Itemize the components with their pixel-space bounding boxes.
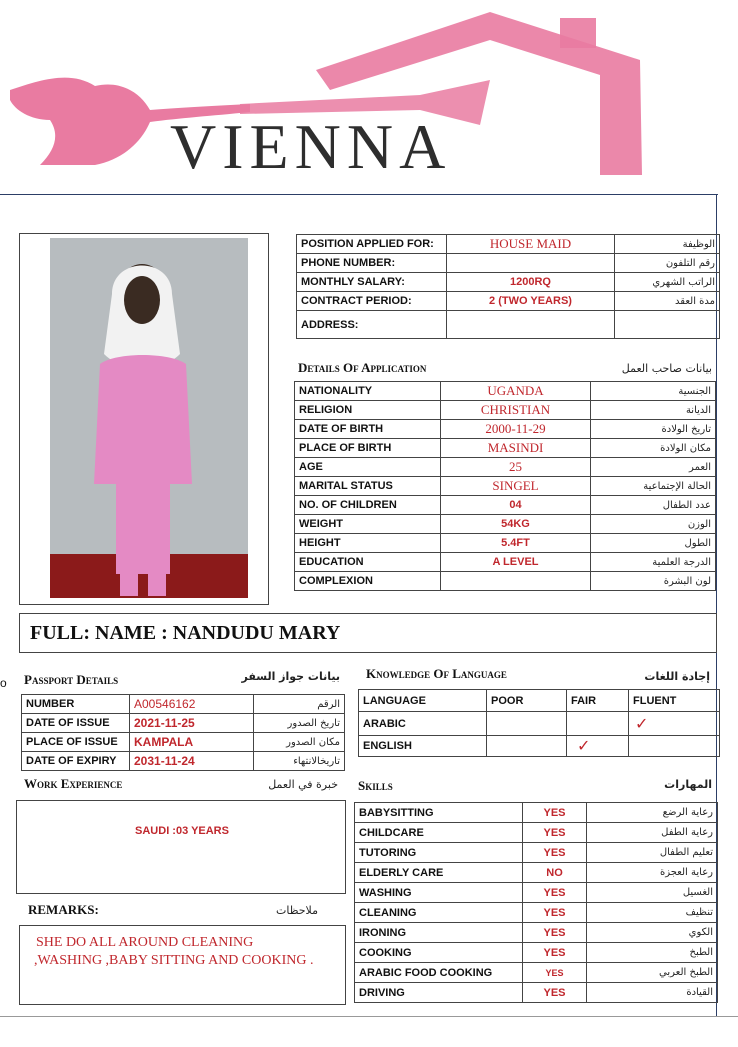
marital-value: SINGEL	[441, 477, 591, 496]
table-row	[295, 439, 716, 458]
passport-number-label: NUMBER	[22, 695, 130, 714]
skill-ironing: IRONING	[355, 923, 523, 943]
position-label: POSITION APPLIED FOR:	[297, 235, 447, 254]
nationality-arabic: الجنسية	[591, 382, 716, 401]
complexion-value	[441, 572, 591, 591]
table-row	[22, 714, 345, 733]
remarks-line-2: ,WASHING ,BABY SITTING AND COOKING .	[34, 953, 314, 968]
table-row	[359, 712, 720, 736]
arabic-fair-cell	[567, 712, 629, 736]
table-row	[355, 983, 718, 1003]
children-arabic: عدد الطفال	[591, 496, 716, 515]
skill-babysitting-value: YES	[523, 803, 587, 823]
phone-value	[447, 254, 615, 273]
dob-label: DATE OF BIRTH	[295, 420, 441, 439]
nationality-label: NATIONALITY	[295, 382, 441, 401]
remarks-line-1: SHE DO ALL AROUND CLEANING	[36, 935, 254, 950]
skill-washing-value: YES	[523, 883, 587, 903]
candidate-photo	[20, 234, 268, 604]
skill-childcare: CHILDCARE	[355, 823, 523, 843]
passport-title: Passport Details	[24, 672, 119, 687]
skill-ironing-arabic: الكوي	[587, 923, 718, 943]
table-row	[295, 401, 716, 420]
arabic-poor-cell	[487, 712, 567, 736]
table-row	[22, 733, 345, 752]
work-title-arabic: خبرة في العمل	[268, 778, 338, 791]
skill-babysitting-arabic: رعاية الرضع	[587, 803, 718, 823]
expiry-arabic: تاريخالانتهاء	[254, 752, 345, 771]
work-text: SAUDI :03 YEARS	[135, 825, 229, 837]
issue-place-arabic: مكان الصدور	[254, 733, 345, 752]
language-title: Knowledge Of Language	[366, 666, 507, 681]
fluent-header: FLUENT	[629, 690, 720, 712]
contract-label: CONTRACT PERIOD:	[297, 292, 447, 311]
language-title-arabic: إجادة اللغات	[644, 670, 710, 683]
remarks-box	[19, 925, 346, 1005]
table-row	[297, 235, 720, 254]
weight-value: 54KG	[441, 515, 591, 534]
weight-label: WEIGHT	[295, 515, 441, 534]
skills-title-arabic: المهارات	[664, 778, 712, 791]
age-arabic: العمر	[591, 458, 716, 477]
height-label: HEIGHT	[295, 534, 441, 553]
house-broom-logo-graphic	[0, 0, 738, 195]
skill-childcare-arabic: رعاية الطفل	[587, 823, 718, 843]
table-row	[295, 553, 716, 572]
english-language: ENGLISH	[359, 736, 487, 757]
table-row	[295, 515, 716, 534]
contract-arabic: مدة العقد	[615, 292, 720, 311]
phone-label: PHONE NUMBER:	[297, 254, 447, 273]
skills-title: Skills	[358, 778, 393, 793]
remarks-title: REMARKS:	[28, 902, 99, 917]
skill-arabic-food-value: YES	[523, 963, 587, 983]
skill-tutoring: TUTORING	[355, 843, 523, 863]
table-row	[295, 496, 716, 515]
skill-ironing-value: YES	[523, 923, 587, 943]
skill-elderly-care-value: NO	[523, 863, 587, 883]
english-poor-cell	[487, 736, 567, 757]
skill-tutoring-arabic: تعليم الطفال	[587, 843, 718, 863]
details-table	[294, 381, 716, 591]
passport-table	[21, 694, 345, 771]
salary-arabic: الراتب الشهري	[615, 273, 720, 292]
table-row	[295, 572, 716, 591]
skill-driving-value: YES	[523, 983, 587, 1003]
complexion-label: COMPLEXION	[295, 572, 441, 591]
table-row	[355, 843, 718, 863]
salary-label: MONTHLY SALARY:	[297, 273, 447, 292]
fair-header: FAIR	[567, 690, 629, 712]
phone-arabic: رقم التلفون	[615, 254, 720, 273]
marital-label: MARITAL STATUS	[295, 477, 441, 496]
skill-babysitting: BABYSITTING	[355, 803, 523, 823]
issue-place-value: KAMPALA	[130, 733, 254, 752]
application-table	[296, 234, 720, 339]
pob-value: MASINDI	[441, 439, 591, 458]
salary-value: 1200RQ	[447, 273, 615, 292]
skill-driving: DRIVING	[355, 983, 523, 1003]
table-row	[297, 254, 720, 273]
remarks-title-arabic: ملاحظات	[276, 904, 318, 917]
children-value: 04	[441, 496, 591, 515]
vienna-logo	[0, 0, 738, 195]
pob-label: PLACE OF BIRTH	[295, 439, 441, 458]
table-row	[295, 420, 716, 439]
table-row	[22, 695, 345, 714]
table-row	[355, 963, 718, 983]
skill-cleaning: CLEANING	[355, 903, 523, 923]
skill-cleaning-value: YES	[523, 903, 587, 923]
table-row	[297, 292, 720, 311]
children-label: NO. OF CHILDREN	[295, 496, 441, 515]
skill-childcare-value: YES	[523, 823, 587, 843]
table-row	[359, 690, 720, 712]
poor-header: POOR	[487, 690, 567, 712]
dob-value: 2000-11-29	[441, 420, 591, 439]
table-row	[295, 382, 716, 401]
margin-letter: o	[0, 676, 7, 690]
table-row	[295, 534, 716, 553]
skill-arabic-food-arabic: الطبخ العربي	[587, 963, 718, 983]
skill-cooking: COOKING	[355, 943, 523, 963]
age-value: 25	[441, 458, 591, 477]
full-name-box	[19, 613, 717, 653]
table-row	[355, 923, 718, 943]
skill-tutoring-value: YES	[523, 843, 587, 863]
table-row	[22, 752, 345, 771]
english-fluent-cell	[629, 736, 720, 757]
height-value: 5.4FT	[441, 534, 591, 553]
issue-date-arabic: تاريخ الصدور	[254, 714, 345, 733]
religion-value: CHRISTIAN	[441, 401, 591, 420]
logo-brand-text: VIENNA	[170, 111, 452, 182]
skill-cleaning-arabic: تنظيف	[587, 903, 718, 923]
education-label: EDUCATION	[295, 553, 441, 572]
skill-elderly-care-arabic: رعاية العجزة	[587, 863, 718, 883]
skill-elderly-care: ELDERLY CARE	[355, 863, 523, 883]
table-row	[297, 311, 720, 339]
skill-washing-arabic: الغسيل	[587, 883, 718, 903]
table-row	[355, 803, 718, 823]
language-header: LANGUAGE	[359, 690, 487, 712]
passport-number-arabic: الرقم	[254, 695, 345, 714]
passport-title-arabic: بيانات جواز السفر	[241, 670, 340, 683]
skill-washing: WASHING	[355, 883, 523, 903]
page-border-bottom	[0, 1016, 738, 1017]
arabic-language: ARABIC	[359, 712, 487, 736]
weight-arabic: الوزن	[591, 515, 716, 534]
table-row	[295, 458, 716, 477]
work-box	[16, 800, 346, 894]
arabic-fluent-check: ✓	[629, 712, 720, 736]
religion-label: RELIGION	[295, 401, 441, 420]
address-label: ADDRESS:	[297, 311, 447, 339]
page-border-top	[0, 194, 718, 195]
table-row	[355, 823, 718, 843]
table-row	[359, 736, 720, 757]
education-value: A LEVEL	[441, 553, 591, 572]
photo-frame	[19, 233, 269, 605]
skill-driving-arabic: القيادة	[587, 983, 718, 1003]
passport-number-value: A00546162	[130, 695, 254, 714]
religion-arabic: الديانة	[591, 401, 716, 420]
details-title-arabic: بيانات صاحب العمل	[621, 362, 712, 375]
expiry-value: 2031-11-24	[130, 752, 254, 771]
skill-arabic-food: ARABIC FOOD COOKING	[355, 963, 523, 983]
table-row	[297, 273, 720, 292]
english-fair-check: ✓	[567, 736, 629, 757]
address-arabic	[615, 311, 720, 339]
expiry-label: DATE OF EXPIRY	[22, 752, 130, 771]
language-table	[358, 689, 720, 757]
details-title: Details Of Application	[298, 360, 427, 375]
table-row	[355, 863, 718, 883]
work-title: Work Experience	[24, 776, 123, 791]
dob-arabic: تاريخ الولادة	[591, 420, 716, 439]
issue-date-label: DATE OF ISSUE	[22, 714, 130, 733]
table-row	[355, 943, 718, 963]
table-row	[355, 903, 718, 923]
height-arabic: الطول	[591, 534, 716, 553]
position-value: HOUSE MAID	[447, 235, 615, 254]
issue-date-value: 2021-11-25	[130, 714, 254, 733]
education-arabic: الدرجة العلمية	[591, 553, 716, 572]
skill-cooking-value: YES	[523, 943, 587, 963]
contract-value: 2 (TWO YEARS)	[447, 292, 615, 311]
issue-place-label: PLACE OF ISSUE	[22, 733, 130, 752]
position-arabic: الوظيفة	[615, 235, 720, 254]
age-label: AGE	[295, 458, 441, 477]
full-name: FULL: NAME : NANDUDU MARY	[30, 622, 341, 644]
table-row	[355, 883, 718, 903]
pob-arabic: مكان الولادة	[591, 439, 716, 458]
table-row	[295, 477, 716, 496]
skill-cooking-arabic: الطبخ	[587, 943, 718, 963]
skills-table	[354, 802, 718, 1003]
complexion-arabic: لون البشرة	[591, 572, 716, 591]
marital-arabic: الحالة الإجتماعية	[591, 477, 716, 496]
address-value	[447, 311, 615, 339]
nationality-value: UGANDA	[441, 382, 591, 401]
